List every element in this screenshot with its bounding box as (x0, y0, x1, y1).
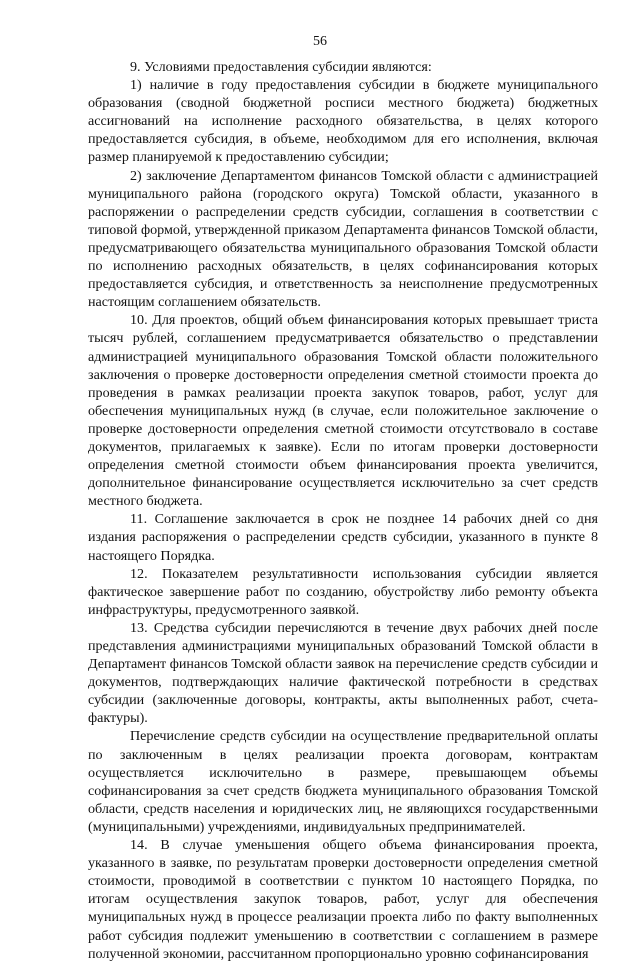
paragraph-13-prepayment: Перечисление средств субсидии на осуществление предварительной оплаты по заключенным в целях реализации проекта договорам, контрактам осуществляется исключительно в размере, превышающем объемы софинансирования за счет средств бюджета муниципального образования Томской области, средств населения и юридических лиц, не являющихся государственными (муниципальными) учреждениями, индивидуальных предпринимателей. (88, 728, 598, 835)
page-number: 56 (313, 34, 327, 49)
paragraph-11: 11. Соглашение заключается в срок не позднее 14 рабочих дней со дня издания распоряжения о распределении средств субсидии, указанного в пункте 8 настоящего Порядка. (88, 511, 598, 564)
paragraph-10: 10. Для проектов, общий объем финансирования которых превышает триста тысяч рублей, соглашением предусматривается обязательство о представлении администрацией муниципального образования Томской области положительного заключения о проверке достоверности определения сметной стоимости проекта до проведения в рамках реализации проекта закупок товаров, работ, услуг для обеспечения муниципальных нужд (в случае, если положительное заключение о проверке достоверности определения сметной стоимости отсутствовало в составе документов, прилагаемых к заявке). Если по итогам проверки достоверности определения сметной стоимости объем финансирования проекта увеличится, дополнительное финансирование осуществляется исключительно за счет средств местного бюджета. (88, 312, 598, 510)
paragraph-9: 9. Условиями предоставления субсидии являются: (130, 59, 432, 75)
paragraph-9-item-2: 2) заключение Департаментом финансов Томской области с администрацией муниципального района (городского округа) Томской области, указанного в распоряжении о распределении средств субсидии, соглашения в соответствии с типовой формой, утвержденной приказом Департамента финансов Томской области, предусматривающего обязательства муниципального образования Томской области по исполнению расходных обязательств, в целях софинансирования которых предоставляется субсидия, и ответственность за неисполнение предусмотренных настоящим соглашением обязательств. (88, 167, 598, 311)
document-body (88, 58, 598, 963)
paragraph-9-item-1: 1) наличие в году предоставления субсидии в бюджете муниципального образования (сводной бюджетной росписи местного бюджета) бюджетных ассигнований на исполнение расходного обязательства, в целях которого предоставляется субсидия, в объеме, необходимом для его исполнения, включая размер планируемой к предоставлению субсидии; (88, 77, 598, 166)
paragraph-12: 12. Показателем результативности использования субсидии является фактическое завершение работ по созданию, обустройству либо ремонту объекта инфраструктуры, предусмотренного заявкой. (88, 565, 598, 618)
paragraph-14: 14. В случае уменьшения общего объема финансирования проекта, указанного в заявке, по результатам проверки достоверности определения сметной стоимости, проводимой в соответствии с пунктом 10 настоящего Порядка, по итогам осуществления закупок товаров, работ, услуг для обеспечения муниципальных нужд в процессе реализации проекта либо по факту выполненных работ субсидия подлежит уменьшению в соответствии с соглашением в размере полученной экономии, рассчитанном пропорционально уровню софинансирования (88, 837, 598, 962)
paragraph-13: 13. Средства субсидии перечисляются в течение двух рабочих дней после представления администрациями муниципальных образований Томской области в Департамент финансов Томской области заявок на перечисление средств субсидии и документов, подтверждающих наличие фактической потребности в средствах субсидии (заключенные договоры, контракты, акты выполненных работ, счета-фактуры). (88, 619, 598, 727)
